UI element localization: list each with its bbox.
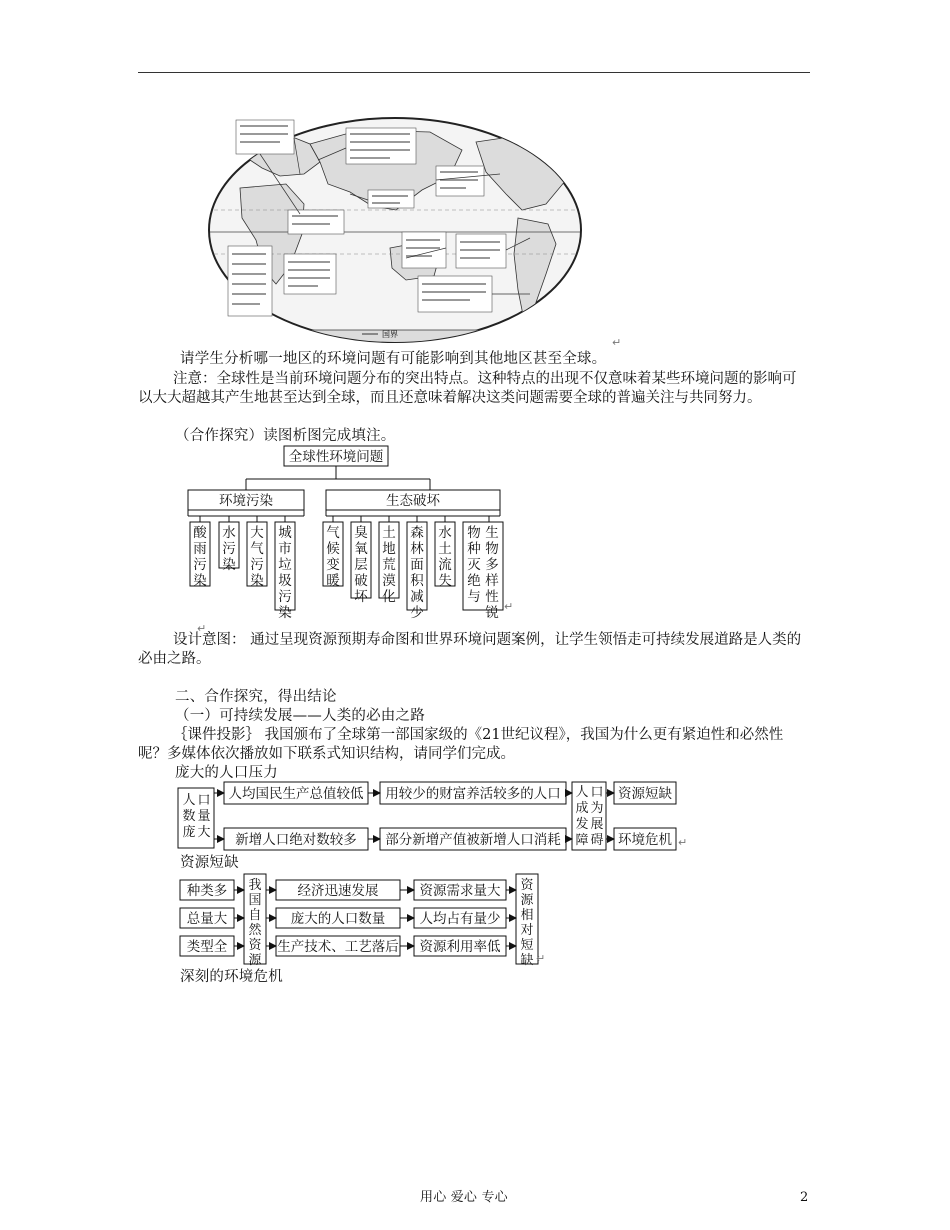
- annotation-box: [284, 254, 336, 294]
- annotation-box: [418, 276, 492, 312]
- return-mark: ↵: [197, 622, 207, 635]
- res-left-label: 总量大: [186, 911, 228, 927]
- population-pressure-title: 庞大的人口压力: [175, 765, 278, 781]
- pop-out2-label: 环境危机: [618, 832, 672, 848]
- design-intent-paragraph: 设计意图： 通过呈现资源预期寿命图和世界环境问题案例，让学生领悟走可持续发展道路是人类的必由之路。: [138, 632, 802, 667]
- annotation-box: [288, 210, 344, 234]
- population-flowchart: [172, 780, 692, 854]
- res-effect-label: 人均占有量少: [419, 911, 501, 927]
- res-effect-label: 资源需求量大: [419, 883, 501, 899]
- pop-mid-label: 人 口成 为发 展障 碍: [575, 785, 604, 848]
- pop-row2-label1: 新增人口绝对数较多: [235, 832, 357, 848]
- page-number: 2: [800, 1190, 809, 1205]
- res-cause-label: 经济迅速发展: [297, 883, 379, 899]
- pop-row1-label2: 用较少的财富养活较多的人口: [385, 786, 561, 802]
- continent-greenland: [500, 122, 540, 138]
- left-leaf-label: 城市垃圾污染: [278, 525, 292, 620]
- right-leaf-label: 土地荒漠化: [382, 525, 396, 605]
- text-line-1: 请学生分析哪一地区的环境问题有可能影响到其他地区甚至全球。: [180, 351, 607, 367]
- note-paragraph: 注意：全球性是当前环境问题分布的突出特点。这种特点的出现不仅意味着某些环境问题的影响可以大大超越其产生地甚至达到全球，而且还意味着解决这类问题需要全球的普遍关注与共同努力。: [138, 371, 797, 406]
- return-mark: ↵: [536, 952, 546, 965]
- courseware-paragraph: ｛课件投影｝ 我国颁布了全球第一部国家级的《21世纪议程》，我国为什么更有紧迫性和必然性呢？多媒体依次播放如下联系式知识结构，请同学们完成。: [138, 727, 784, 762]
- header-rule: [138, 72, 810, 73]
- right-leaf-label: 森林面积减少: [410, 525, 424, 620]
- res-cause-label: 庞大的人口数量: [290, 911, 386, 927]
- pop-row1-label1: 人均国民生产总值较低: [228, 786, 364, 802]
- tree-left-label: 环境污染: [219, 493, 273, 509]
- resource-flowchart: [174, 872, 550, 968]
- right-leaf-label: 臭氧层破坏: [354, 525, 368, 605]
- res-effect-label: 资源利用率低: [419, 939, 501, 955]
- coop-read-line: （合作探究）读图析图完成填注。: [175, 428, 396, 444]
- annotation-box: [368, 190, 414, 208]
- left-leaf-label: 大气污染: [250, 525, 264, 589]
- res-result-label: 资源相对短缺: [520, 878, 534, 968]
- return-mark: ↵: [678, 836, 688, 849]
- world-map-figure: [200, 114, 590, 346]
- world-map-svg: [200, 114, 590, 346]
- subsection-1-heading: （一）可持续发展——人类的必由之路: [175, 708, 425, 724]
- resource-shortage-title: 资源短缺: [180, 855, 239, 871]
- pop-out1-label: 资源短缺: [618, 786, 672, 802]
- pop-row2-label2: 部分新增产值被新增人口消耗: [385, 832, 561, 848]
- res-cause-label: 生产技术、工艺落后: [277, 939, 399, 955]
- pop-start-label: 人 口数 量庞 大: [182, 793, 211, 840]
- left-leaf-label: 酸雨污染: [193, 525, 207, 589]
- environment-tree-diagram: [180, 444, 520, 620]
- tree-right-label: 生态破坏: [386, 493, 440, 509]
- res-mid-label: 我国自然资源: [248, 878, 262, 968]
- right-leaf-label-wide: 物种灭绝与生物多样性锐: [467, 525, 499, 620]
- res-left-label: 类型全: [186, 939, 228, 955]
- annotation-box: [228, 246, 272, 316]
- res-left-label: 种类多: [186, 883, 228, 899]
- environment-crisis-title: 深刻的环境危机: [180, 969, 283, 985]
- right-leaf-label: 水土流失: [438, 525, 452, 589]
- map-legend-label: 国界: [382, 330, 398, 339]
- section-2-heading: 二、合作探究，得出结论: [175, 689, 337, 705]
- tree-root-label: 全球性环境问题: [288, 449, 384, 465]
- return-mark: ↵: [612, 336, 622, 349]
- return-mark: ↵: [504, 600, 514, 613]
- right-leaf-label: 气候变暖: [326, 525, 340, 589]
- footer-center: 用心 爱心 专心: [420, 1190, 508, 1205]
- left-leaf-label: 水污染: [222, 525, 236, 573]
